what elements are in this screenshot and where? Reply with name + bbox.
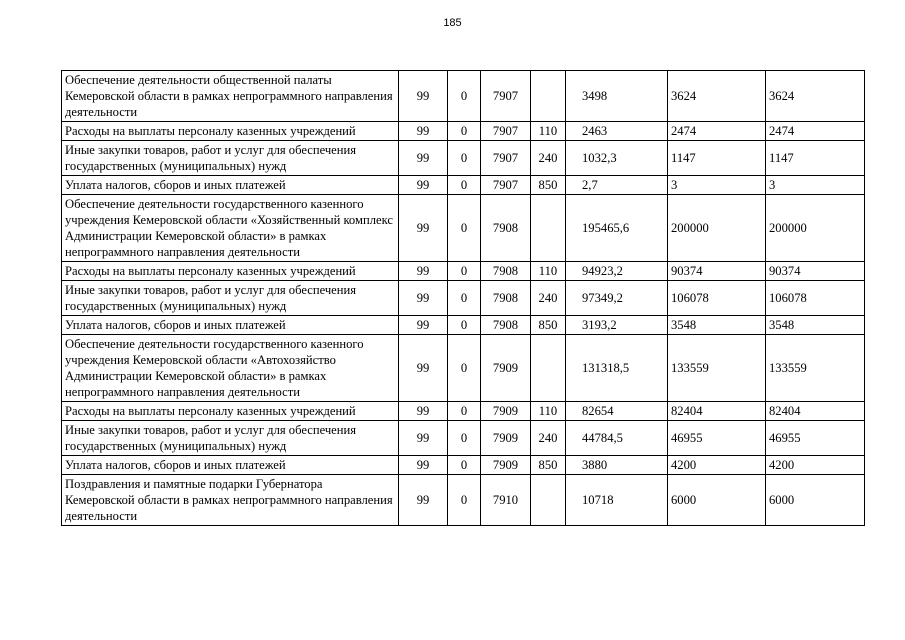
- row-amount-3: 200000: [766, 195, 865, 262]
- row-amount-1: 1032,3: [566, 141, 668, 176]
- row-amount-1: 97349,2: [566, 281, 668, 316]
- row-amount-3: 133559: [766, 335, 865, 402]
- row-expense-type-code: 850: [531, 316, 566, 335]
- row-program-code: 99: [399, 195, 448, 262]
- row-direction-code: 7907: [481, 122, 531, 141]
- row-direction-code: 7908: [481, 195, 531, 262]
- row-amount-3: 3624: [766, 71, 865, 122]
- row-subprogram-code: 0: [448, 195, 481, 262]
- row-direction-code: 7909: [481, 421, 531, 456]
- table-row: [62, 176, 865, 195]
- row-direction-code: 7908: [481, 316, 531, 335]
- row-name: Поздравления и памятные подарки Губернатора Кемеровской области в рамках непрограммного направления деятельности: [62, 475, 399, 526]
- row-direction-code: 7908: [481, 262, 531, 281]
- row-subprogram-code: 0: [448, 141, 481, 176]
- row-program-code: 99: [399, 262, 448, 281]
- row-program-code: 99: [399, 421, 448, 456]
- row-subprogram-code: 0: [448, 421, 481, 456]
- row-name: Уплата налогов, сборов и иных платежей: [62, 316, 399, 335]
- table-row: [62, 421, 865, 456]
- row-name: Обеспечение деятельности государственного казенного учреждения Кемеровской области «Хозяйственный комплекс Администрации Кемеровской области» в рамках непрограммного направления деятельности: [62, 195, 399, 262]
- row-subprogram-code: 0: [448, 176, 481, 195]
- row-subprogram-code: 0: [448, 71, 481, 122]
- row-amount-2: 3548: [668, 316, 766, 335]
- row-subprogram-code: 0: [448, 262, 481, 281]
- budget-table-body: [62, 71, 865, 526]
- row-amount-3: 3: [766, 176, 865, 195]
- row-amount-3: 90374: [766, 262, 865, 281]
- budget-table: [61, 70, 865, 526]
- row-direction-code: 7909: [481, 402, 531, 421]
- row-amount-2: 106078: [668, 281, 766, 316]
- row-amount-1: 94923,2: [566, 262, 668, 281]
- table-row: [62, 316, 865, 335]
- row-amount-3: 106078: [766, 281, 865, 316]
- row-expense-type-code: 240: [531, 421, 566, 456]
- row-subprogram-code: 0: [448, 335, 481, 402]
- row-amount-3: 4200: [766, 456, 865, 475]
- row-subprogram-code: 0: [448, 316, 481, 335]
- row-program-code: 99: [399, 141, 448, 176]
- row-expense-type-code: 240: [531, 141, 566, 176]
- table-row: [62, 475, 865, 526]
- row-direction-code: 7909: [481, 335, 531, 402]
- row-subprogram-code: 0: [448, 402, 481, 421]
- page-number: 185: [443, 17, 462, 29]
- row-amount-1: 2463: [566, 122, 668, 141]
- row-amount-3: 82404: [766, 402, 865, 421]
- table-row: [62, 402, 865, 421]
- row-expense-type-code: 240: [531, 281, 566, 316]
- row-name: Расходы на выплаты персоналу казенных учреждений: [62, 122, 399, 141]
- row-amount-1: 131318,5: [566, 335, 668, 402]
- row-name: Расходы на выплаты персоналу казенных учреждений: [62, 262, 399, 281]
- row-expense-type-code: [531, 475, 566, 526]
- row-amount-1: 44784,5: [566, 421, 668, 456]
- row-direction-code: 7907: [481, 176, 531, 195]
- row-amount-2: 200000: [668, 195, 766, 262]
- row-amount-2: 3624: [668, 71, 766, 122]
- table-row: [62, 335, 865, 402]
- row-amount-3: 3548: [766, 316, 865, 335]
- row-expense-type-code: 850: [531, 456, 566, 475]
- row-direction-code: 7910: [481, 475, 531, 526]
- row-direction-code: 7909: [481, 456, 531, 475]
- row-expense-type-code: [531, 335, 566, 402]
- row-name: Иные закупки товаров, работ и услуг для обеспечения государственных (муниципальных) нужд: [62, 281, 399, 316]
- row-expense-type-code: [531, 71, 566, 122]
- row-name: Обеспечение деятельности общественной палаты Кемеровской области в рамках непрограммного направления деятельности: [62, 71, 399, 122]
- row-amount-3: 46955: [766, 421, 865, 456]
- row-amount-2: 6000: [668, 475, 766, 526]
- row-amount-1: 82654: [566, 402, 668, 421]
- row-amount-3: 1147: [766, 141, 865, 176]
- row-expense-type-code: [531, 195, 566, 262]
- row-program-code: 99: [399, 71, 448, 122]
- row-amount-1: 10718: [566, 475, 668, 526]
- row-amount-1: 2,7: [566, 176, 668, 195]
- row-amount-2: 4200: [668, 456, 766, 475]
- row-program-code: 99: [399, 402, 448, 421]
- row-name: Уплата налогов, сборов и иных платежей: [62, 176, 399, 195]
- row-program-code: 99: [399, 456, 448, 475]
- row-name: Иные закупки товаров, работ и услуг для обеспечения государственных (муниципальных) нужд: [62, 141, 399, 176]
- row-amount-1: 3498: [566, 71, 668, 122]
- row-expense-type-code: 110: [531, 262, 566, 281]
- row-amount-1: 195465,6: [566, 195, 668, 262]
- row-amount-2: 2474: [668, 122, 766, 141]
- row-subprogram-code: 0: [448, 122, 481, 141]
- row-amount-2: 90374: [668, 262, 766, 281]
- row-amount-2: 3: [668, 176, 766, 195]
- table-row: [62, 195, 865, 262]
- row-subprogram-code: 0: [448, 456, 481, 475]
- table-row: [62, 71, 865, 122]
- row-name: Уплата налогов, сборов и иных платежей: [62, 456, 399, 475]
- row-subprogram-code: 0: [448, 281, 481, 316]
- row-amount-2: 133559: [668, 335, 766, 402]
- row-direction-code: 7908: [481, 281, 531, 316]
- row-program-code: 99: [399, 122, 448, 141]
- row-direction-code: 7907: [481, 141, 531, 176]
- table-row: [62, 262, 865, 281]
- row-amount-2: 1147: [668, 141, 766, 176]
- row-name: Иные закупки товаров, работ и услуг для обеспечения государственных (муниципальных) нужд: [62, 421, 399, 456]
- table-row: [62, 122, 865, 141]
- row-amount-1: 3193,2: [566, 316, 668, 335]
- table-row: [62, 281, 865, 316]
- row-amount-2: 82404: [668, 402, 766, 421]
- row-subprogram-code: 0: [448, 475, 481, 526]
- row-expense-type-code: 110: [531, 122, 566, 141]
- row-amount-2: 46955: [668, 421, 766, 456]
- row-program-code: 99: [399, 176, 448, 195]
- row-amount-1: 3880: [566, 456, 668, 475]
- row-program-code: 99: [399, 475, 448, 526]
- row-amount-3: 6000: [766, 475, 865, 526]
- row-expense-type-code: 110: [531, 402, 566, 421]
- row-program-code: 99: [399, 316, 448, 335]
- table-row: [62, 141, 865, 176]
- row-expense-type-code: 850: [531, 176, 566, 195]
- row-program-code: 99: [399, 335, 448, 402]
- row-amount-3: 2474: [766, 122, 865, 141]
- row-direction-code: 7907: [481, 71, 531, 122]
- row-program-code: 99: [399, 281, 448, 316]
- table-row: [62, 456, 865, 475]
- row-name: Обеспечение деятельности государственного казенного учреждения Кемеровской области «Автохозяйство Администрации Кемеровской области» в рамках непрограммного направления деятельности: [62, 335, 399, 402]
- row-name: Расходы на выплаты персоналу казенных учреждений: [62, 402, 399, 421]
